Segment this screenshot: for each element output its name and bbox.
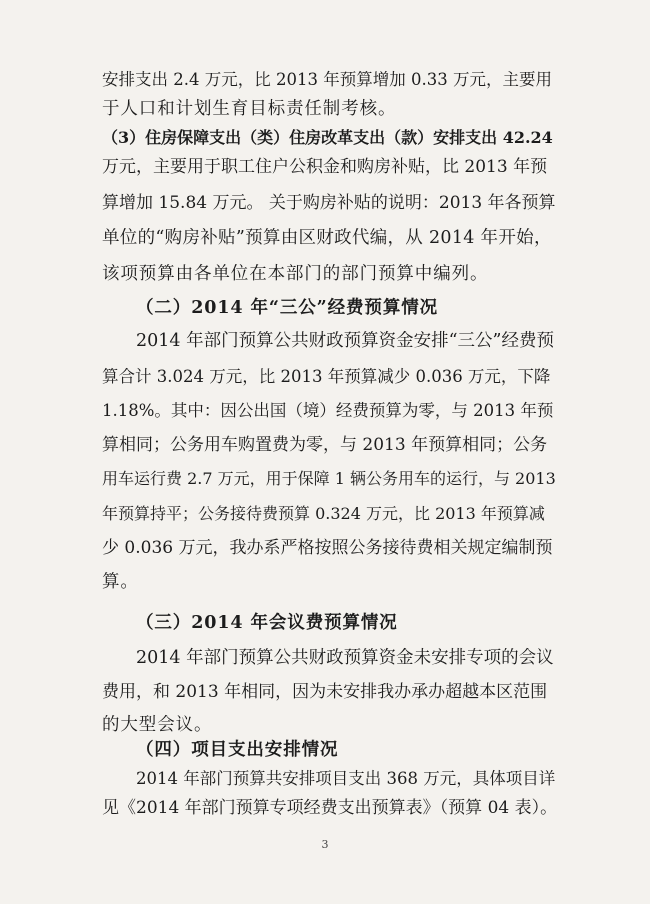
text-line: 年预算持平；公务接待费预算 0.324 万元，比 2013 年预算减 bbox=[102, 504, 545, 523]
text-line: 算增加 15.84 万元。 关于购房补贴的说明：2013 年各预算 bbox=[102, 193, 556, 213]
text-line: 该项预算由各单位在本部门的部门预算中编列。 bbox=[102, 264, 489, 284]
text-line: 的大型会议。 bbox=[102, 715, 213, 735]
text-line: 算合计 3.024 万元，比 2013 年预算减少 0.036 万元，下降 bbox=[102, 367, 551, 386]
section-heading: （二）2014 年“三公”经费预算情况 bbox=[136, 298, 439, 318]
text-line: 安排支出 2.4 万元，比 2013 年预算增加 0.33 万元，主要用 bbox=[102, 70, 552, 89]
text-line: 费用，和 2013 年相同，因为未安排我办承办超越本区范围 bbox=[102, 682, 548, 702]
text-line: 单位的“购房补贴”预算由区财政代编，从 2014 年开始， bbox=[102, 228, 552, 248]
text-line: 算相同；公务用车购置费为零，与 2013 年预算相同；公务 bbox=[102, 435, 548, 455]
text-line: 1.18%。其中：因公出国（境）经费预算为零，与 2013 年预 bbox=[102, 401, 554, 420]
text-line: 于人口和计划生育目标责任制考核。 bbox=[102, 99, 397, 119]
text-line: 用车运行费 2.7 万元，用于保障 1 辆公务用车的运行，与 2013 bbox=[102, 469, 556, 488]
text-line: 2014 年部门预算公共财政预算资金未安排专项的会议 bbox=[136, 648, 554, 668]
text-line: 2014 年部门预算公共财政预算资金安排“三公”经费预 bbox=[136, 331, 554, 351]
section-heading: （三）2014 年会议费预算情况 bbox=[136, 613, 398, 633]
page-number: 3 bbox=[321, 838, 329, 851]
text-line: 见《2014 年部门预算专项经费支出预算表》（预算 04 表）。 bbox=[102, 798, 558, 818]
subsection-heading: （3）住房保障支出（类）住房改革支出（款）安排支出 42.24 bbox=[102, 128, 553, 147]
text-line: 万元，主要用于职工住户公积金和购房补贴，比 2013 年预 bbox=[102, 157, 548, 177]
text-line: 2014 年部门预算共安排项目支出 368 万元，具体项目详 bbox=[136, 769, 556, 788]
text-line: 算。 bbox=[102, 572, 139, 592]
section-heading: （四）项目支出安排情况 bbox=[136, 740, 339, 760]
text-line: 少 0.036 万元，我办系严格按照公务接待费相关规定编制预 bbox=[102, 538, 553, 558]
